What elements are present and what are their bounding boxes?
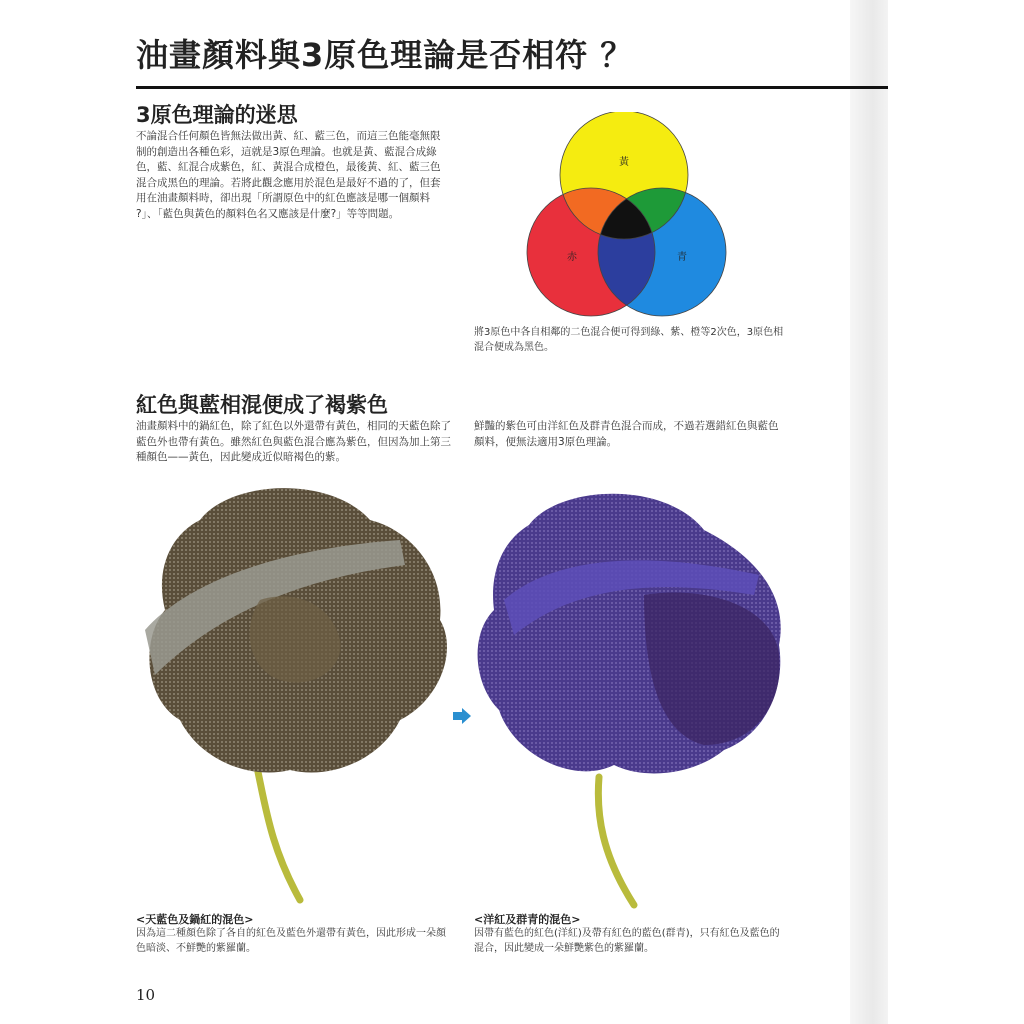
right-figure-caption-title: <洋紅及群青的混色> [474, 913, 581, 926]
section2-body-left: 油畫顏料中的鍋紅色，除了紅色以外還帶有黃色，相同的天藍色除了藍色外也帶有黃色。雖然紅色與藍色混合應為紫色，但因為加上第三種顏色——黃色，因此變成近似暗褐色的紫。 [136, 420, 451, 463]
page-edge-shadow [850, 0, 888, 1024]
dull-violet-illustration [140, 480, 460, 905]
arrow-right-icon [453, 708, 471, 724]
page-number: 10 [136, 986, 156, 1004]
three-primary-venn-diagram [520, 112, 734, 324]
section2-body-right: 鮮豔的紫色可由洋紅色及群青色混合而成，不過若選錯紅色與藍色顏料，便無法適用3原色理論。 [474, 420, 779, 448]
title-rule [136, 86, 888, 89]
left-figure-caption-title: <天藍色及鍋紅的混色> [136, 913, 254, 926]
red-label: 赤 [567, 252, 577, 263]
left-figure-caption: 因為這二種顏色除了各自的紅色及藍色外還帶有黃色，因此形成一朵顏色暗淡、不鮮艷的紫羅蘭。 [136, 928, 446, 954]
diagram-caption: 將3原色中各自相鄰的二色混合便可得到綠、紫、橙等2次色，3原色相混合便成為黑色。 [474, 327, 784, 353]
blue-label: 青 [677, 252, 687, 263]
yellow-label: 黃 [619, 157, 629, 168]
right-margin [888, 0, 1024, 1024]
page-title: 油畫顏料與3原色理論是否相符 ？ [136, 36, 634, 74]
vivid-violet-illustration [474, 485, 794, 910]
section2-heading: 紅色與藍相混便成了褐紫色 [136, 393, 388, 417]
right-figure-caption: 因帶有藍色的紅色(洋紅)及帶有紅色的藍色(群青)，只有紅色及藍色的混合，因此變成一朵鮮艷紫色的紫羅蘭。 [474, 928, 780, 954]
section1-body: 不論混合任何顏色皆無法做出黃、紅、藍三色，而這三色能毫無限制的創造出各種色彩，這就是3原色理論。也就是黃、藍混合成綠色，藍、紅混合成紫色，紅、黃混合成橙色，最後黃、紅、藍三色混合成黑色的理論。若將此觀念應用於混色是最好不過的了，但套用在油畫顏料時，卻出現「所謂原色中的紅色應該是哪一個顏料 ?」、「藍色與黃色的顏料色名又應該是什麼?」等等問題。 [136, 130, 441, 220]
section1-heading: 3原色理論的迷思 [136, 103, 298, 127]
left-margin [0, 0, 136, 1024]
